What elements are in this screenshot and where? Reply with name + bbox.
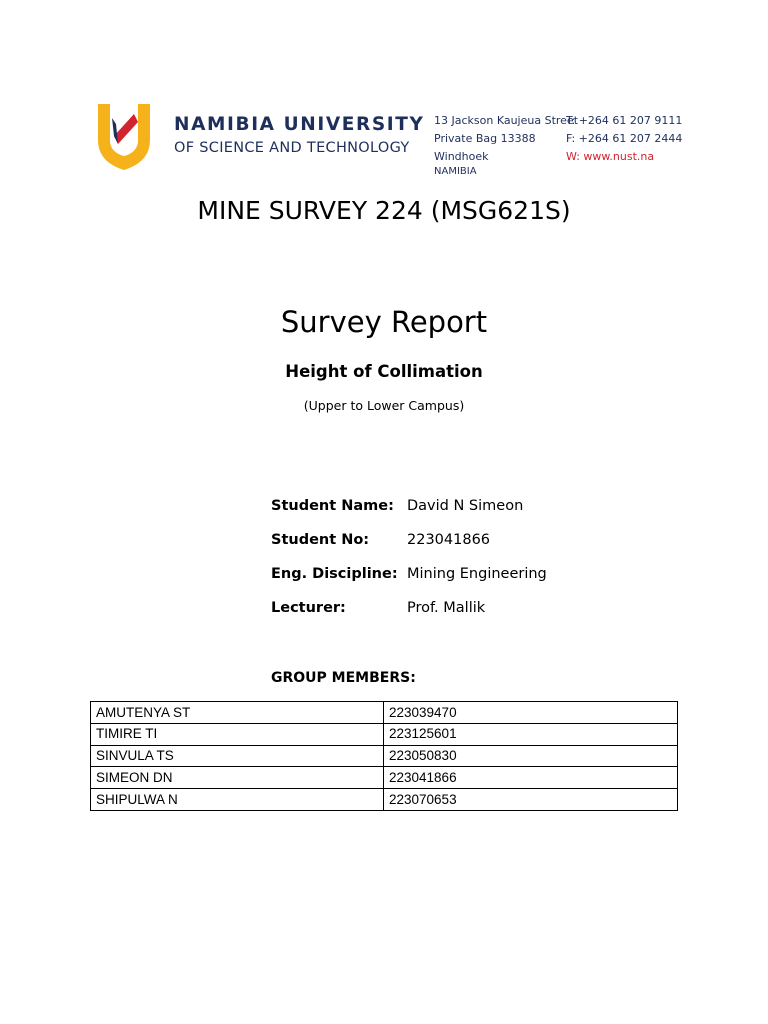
member-name: SIMEON DN <box>91 767 384 789</box>
member-number: 223039470 <box>384 702 678 724</box>
student-name-value: David N Simeon <box>407 498 524 514</box>
member-number: 223125601 <box>384 723 678 745</box>
discipline-value: Mining Engineering <box>407 566 547 582</box>
group-members-heading: GROUP MEMBERS: <box>271 670 416 686</box>
student-no-value: 223041866 <box>407 532 491 548</box>
member-name: SHIPULWA N <box>91 789 384 811</box>
member-name: SINVULA TS <box>91 745 384 767</box>
member-number: 223041866 <box>384 767 678 789</box>
nust-shield-logo-icon <box>92 100 156 172</box>
student-no-label: Student No: <box>271 532 370 548</box>
lecturer-label: Lecturer: <box>271 600 346 616</box>
discipline-label: Eng. Discipline: <box>271 566 398 582</box>
address-line: 13 Jackson Kaujeua Street <box>434 114 579 127</box>
course-title: MINE SURVEY 224 (MSG621S) <box>197 196 571 225</box>
member-name: TIMIRE TI <box>91 723 384 745</box>
lecturer-value: Prof. Mallik <box>407 600 486 616</box>
address-line: Private Bag 13388 <box>434 132 536 145</box>
table-row <box>91 767 678 789</box>
contact-website: W: www.nust.na <box>566 150 655 163</box>
address-line: NAMIBIA <box>434 166 477 177</box>
contact-fax: F: +264 61 207 2444 <box>566 132 683 145</box>
table-row <box>91 789 678 811</box>
address-line: Windhoek <box>434 150 489 163</box>
table-row <box>91 745 678 767</box>
member-number: 223050830 <box>384 745 678 767</box>
member-number: 223070653 <box>384 789 678 811</box>
group-members-table <box>90 701 678 811</box>
report-subtitle: Height of Collimation <box>285 362 483 381</box>
report-title: Survey Report <box>280 305 488 339</box>
table-row <box>91 702 678 724</box>
member-name: AMUTENYA ST <box>91 702 384 724</box>
university-subtitle: OF SCIENCE AND TECHNOLOGY <box>174 140 410 156</box>
contact-phone: T: +264 61 207 9111 <box>566 114 683 127</box>
student-name-label: Student Name: <box>271 498 394 514</box>
university-name: NAMIBIA UNIVERSITY <box>174 114 425 135</box>
report-note: (Upper to Lower Campus) <box>303 398 465 413</box>
table-row <box>91 723 678 745</box>
